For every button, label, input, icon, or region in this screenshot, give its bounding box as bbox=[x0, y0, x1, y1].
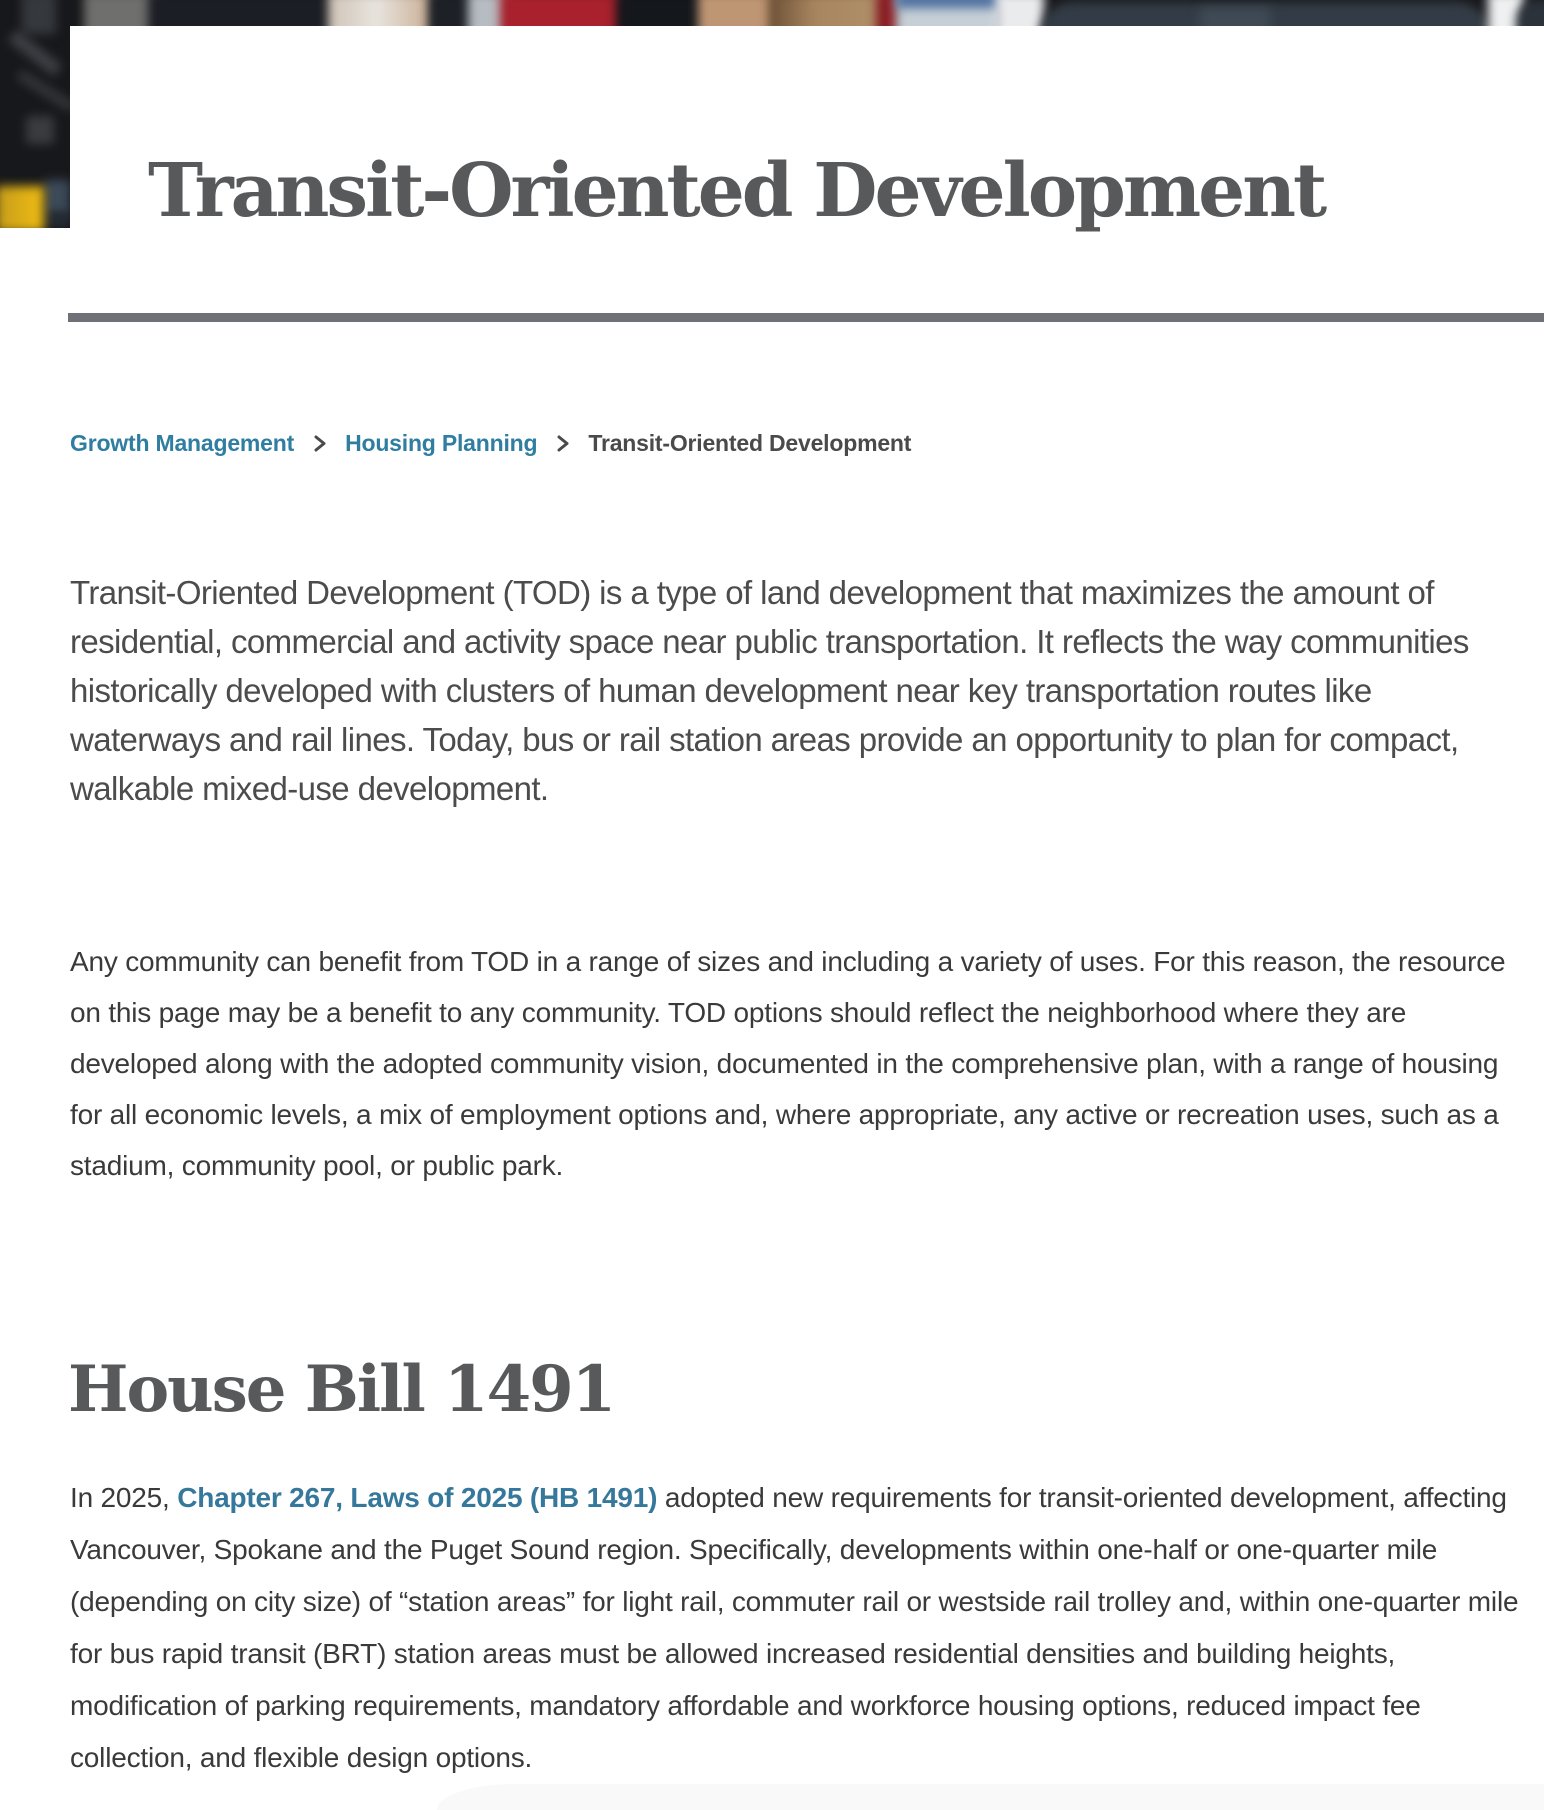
photo-region bbox=[44, 212, 70, 228]
breadcrumb bbox=[70, 430, 911, 457]
paragraph-text: adopted new requirements for transit-oriented development, affecting Vancouver, Spokane and the Puget Sound region. Specifically, developments within one-half or one-quarter mile (depending on city size) of “station areas” for light rail, commuter rail or westside rail trolley and, within one-quarter mile for bus rapid transit (BRT) station areas must be allowed increased residential densities and building heights, modification of parking requirements, mandatory affordable and workforce housing options, reduced impact fee collection, and flexible design options. bbox=[70, 1482, 1519, 1773]
photo-region bbox=[22, 0, 56, 34]
title-divider bbox=[68, 313, 1544, 322]
page-title: Transit-Oriented Development bbox=[148, 148, 1325, 234]
photo-region bbox=[896, 0, 1002, 8]
section-heading-house-bill-1491: House Bill 1491 bbox=[68, 1352, 615, 1427]
lead-paragraph: Transit-Oriented Development (TOD) is a type of land development that maximizes the amount of residential, commercial and activity space near public transportation. It reflects the way communities historically developed with clusters of human development near key transportation routes like waterways and rail lines. Today, bus or rail station areas provide an opportunity to plan for compact, walkable mixed-use development. bbox=[70, 574, 1469, 807]
chapter-267-laws-link[interactable]: Chapter 267, Laws of 2025 (HB 1491) bbox=[177, 1482, 658, 1513]
chevron-right-icon bbox=[554, 434, 571, 453]
photo-region bbox=[16, 70, 76, 112]
chevron-right-icon bbox=[311, 434, 328, 453]
breadcrumb-current-page: Transit-Oriented Development bbox=[588, 430, 912, 456]
photo-region bbox=[44, 180, 70, 216]
paragraph-text: In 2025, bbox=[70, 1482, 178, 1513]
photo-region bbox=[0, 186, 44, 228]
intro-paragraph: Any community can benefit from TOD in a range of sizes and including a variety of uses. For this reason, the resource on this page may be a benefit to any community. TOD options should reflect the neighborhood where they are developed along with the adopted community vision, documented in the comprehensive plan, with a range of housing for all economic levels, a mix of employment options and, where appropriate, any active or recreation uses, such as a stadium, community pool, or public park. bbox=[70, 946, 1506, 1181]
photo-region bbox=[26, 116, 54, 144]
breadcrumb-link-growth-management[interactable]: Growth Management bbox=[70, 430, 295, 456]
house-bill-paragraph bbox=[70, 1472, 1530, 1784]
photo-region bbox=[8, 30, 62, 77]
breadcrumb-link-housing-planning[interactable]: Housing Planning bbox=[345, 430, 538, 456]
bottom-overlay-panel bbox=[437, 1784, 1544, 1810]
